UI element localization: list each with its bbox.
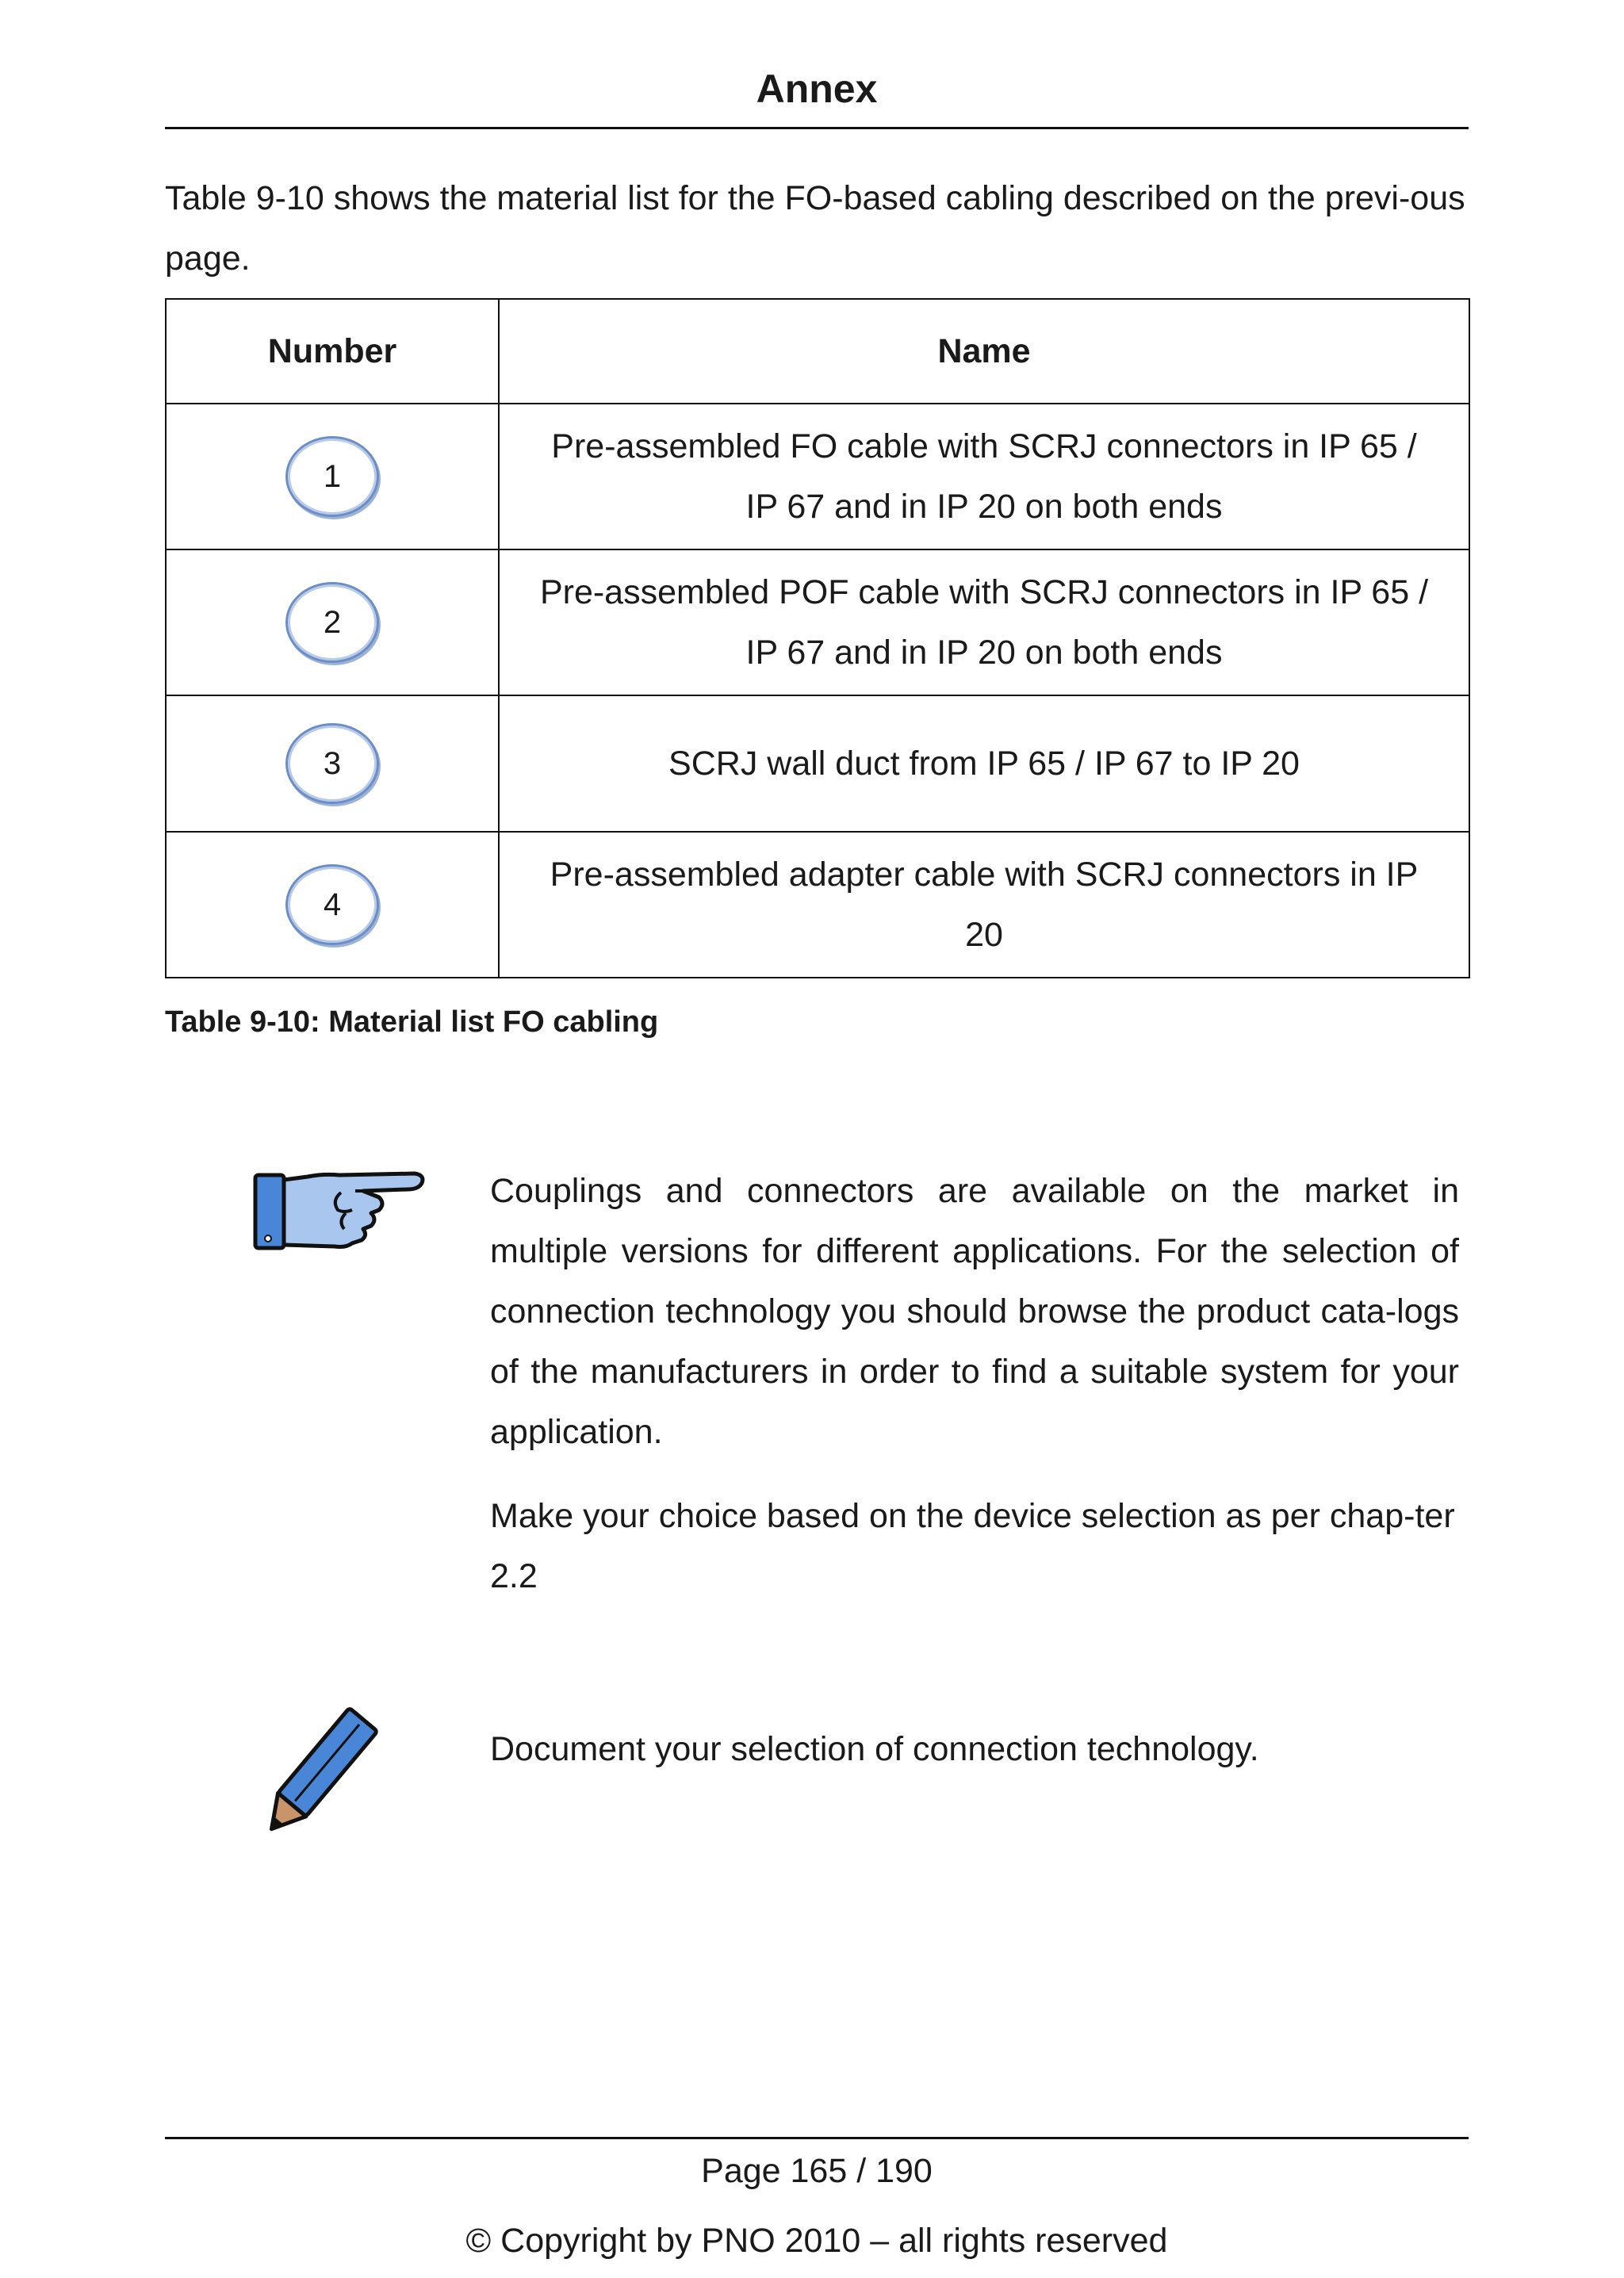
column-header-number: Number bbox=[166, 299, 499, 404]
header-rule bbox=[165, 127, 1469, 129]
number-cell bbox=[166, 832, 499, 978]
pointing-hand-icon bbox=[252, 1166, 427, 1261]
hint-paragraph-1: Couplings and connectors are available on the market in multiple versions for different applications. For the selection of connection technology you should browse the product cata-logs of the manufacturers in order to find a suitable system for your application. bbox=[490, 1172, 1459, 1451]
number-badge: 4 bbox=[285, 864, 379, 945]
name-line: IP 67 and in IP 20 on both ends bbox=[745, 488, 1223, 526]
name-line: Pre-assembled FO cable with SCRJ connectors in IP 65 / bbox=[551, 427, 1417, 465]
material-list-table bbox=[165, 298, 1470, 978]
name-line: 20 bbox=[965, 916, 1003, 954]
intro-paragraph: Table 9-10 shows the material list for the FO-based cabling described on the previ-ous page. bbox=[165, 179, 1465, 278]
table-row bbox=[166, 695, 1469, 832]
table-row bbox=[166, 549, 1469, 695]
page-number: Page 165 / 190 bbox=[701, 2152, 933, 2190]
action-text: Document your selection of connection technology. bbox=[490, 1730, 1259, 1768]
footer-rule bbox=[165, 2137, 1469, 2139]
name-line: SCRJ wall duct from IP 65 / IP 67 to IP 20 bbox=[668, 745, 1300, 783]
name-cell bbox=[499, 549, 1469, 695]
name-line: Pre-assembled adapter cable with SCRJ connectors in IP bbox=[550, 856, 1419, 894]
pencil-icon bbox=[251, 1698, 385, 1849]
name-cell bbox=[499, 832, 1469, 978]
name-line: IP 67 and in IP 20 on both ends bbox=[745, 634, 1223, 672]
table-header-row bbox=[166, 299, 1469, 404]
number-badge: 2 bbox=[285, 582, 379, 663]
number-cell bbox=[166, 549, 499, 695]
table-row bbox=[166, 404, 1469, 549]
table-row bbox=[166, 832, 1469, 978]
number-cell bbox=[166, 695, 499, 832]
name-cell bbox=[499, 695, 1469, 832]
copyright-notice: © Copyright by PNO 2010 – all rights reserved bbox=[465, 2222, 1168, 2260]
number-badge: 1 bbox=[285, 436, 379, 517]
column-header-name: Name bbox=[499, 299, 1469, 404]
number-badge: 3 bbox=[285, 723, 379, 804]
hint-paragraph-2: Make your choice based on the device selection as per chap-ter 2.2 bbox=[490, 1497, 1455, 1595]
table-caption: Table 9-10: Material list FO cabling bbox=[165, 1005, 659, 1039]
name-cell bbox=[499, 404, 1469, 549]
page-header-title: Annex bbox=[756, 67, 878, 111]
number-cell bbox=[166, 404, 499, 549]
name-line: Pre-assembled POF cable with SCRJ connectors in IP 65 / bbox=[539, 573, 1429, 611]
